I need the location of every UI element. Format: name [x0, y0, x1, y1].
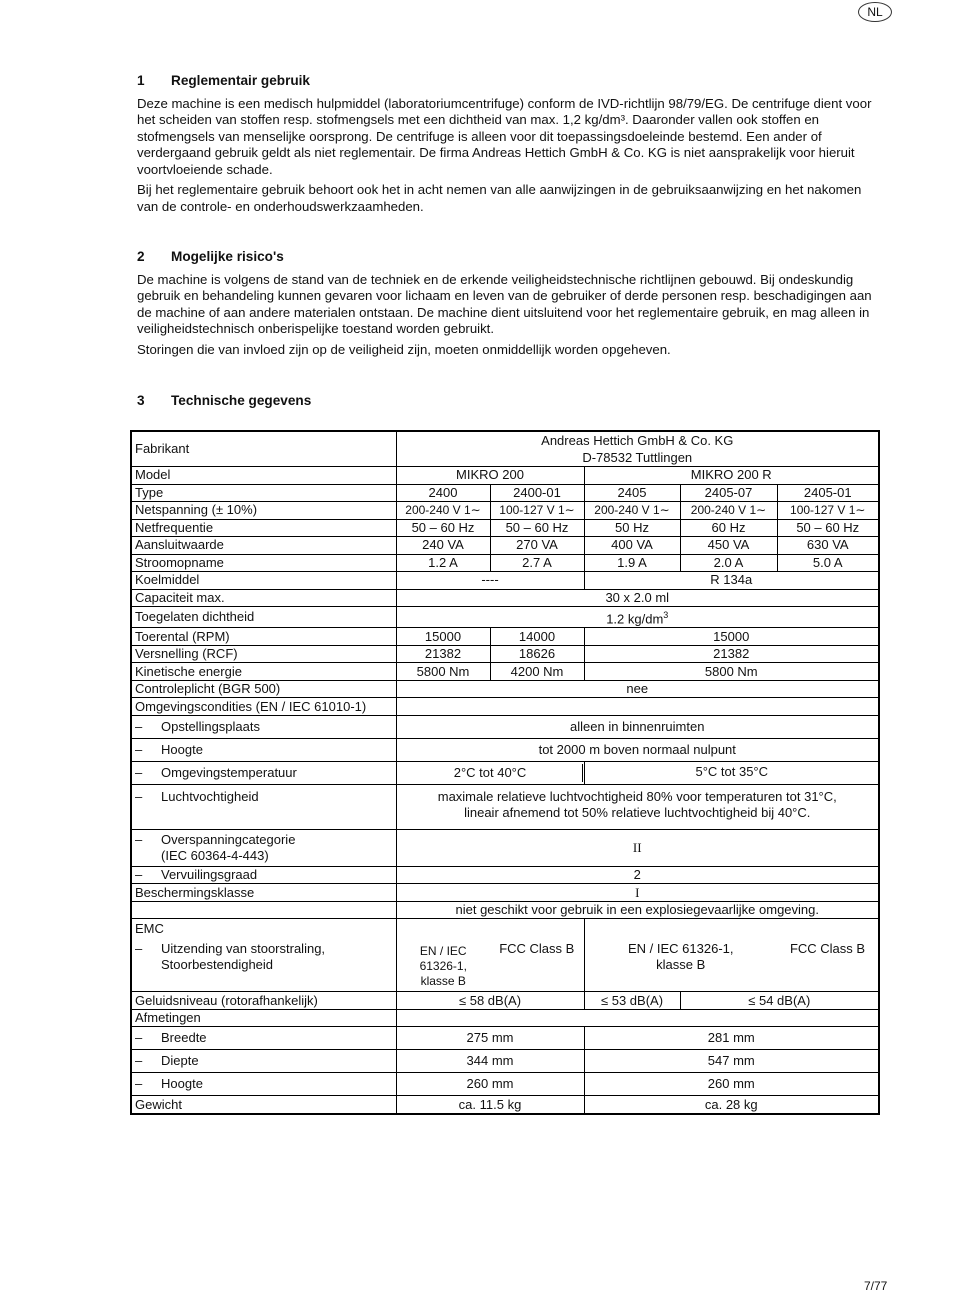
table-cell: 630 VA	[777, 537, 879, 555]
paragraph: Storingen die van invloed zijn op de veiligheid zijn, moeten onmiddellijk worden opgeheven.	[137, 341, 671, 357]
table-cell: ca. 11.5 kg	[396, 1096, 584, 1114]
table-cell: ≤ 58 dB(A)	[396, 992, 584, 1010]
table-cell: I	[396, 884, 879, 902]
sub-label: Diepte	[161, 1053, 199, 1069]
row-label	[131, 715, 396, 738]
emc-label: EMC	[135, 921, 164, 937]
sub-label: Luchtvochtigheid	[161, 788, 259, 804]
table-row	[131, 738, 879, 761]
table-row	[131, 663, 879, 681]
table-row	[131, 1073, 879, 1096]
table-row	[131, 1096, 879, 1114]
emc-standard: EN / IEC	[419, 944, 467, 959]
table-cell	[584, 919, 777, 992]
table-cell: 200-240 V 1∼	[396, 502, 490, 520]
table-cell: 200-240 V 1∼	[584, 502, 680, 520]
row-label: Netspanning (± 10%)	[131, 502, 396, 520]
table-cell: MIKRO 200 R	[584, 467, 879, 485]
table-row	[131, 715, 879, 738]
table-cell: ≤ 54 dB(A)	[680, 992, 879, 1010]
section-heading	[137, 393, 877, 410]
manufacturer-name: Andreas Hettich GmbH & Co. KG	[541, 433, 734, 448]
table-cell: 100-127 V 1∼	[777, 502, 879, 520]
table-cell: ≤ 53 dB(A)	[584, 992, 680, 1010]
section-mogelijke-risicos	[137, 249, 877, 362]
table-cell: 281 mm	[584, 1027, 879, 1050]
table-row	[131, 519, 879, 537]
table-cell: 270 VA	[490, 537, 584, 555]
row-label	[131, 901, 396, 919]
manufacturer-cell	[396, 431, 879, 467]
table-row	[131, 537, 879, 555]
table-row	[131, 628, 879, 646]
section-number: 2	[137, 249, 145, 264]
table-row	[131, 761, 879, 784]
row-label: Geluidsniveau (rotorafhankelijk)	[131, 992, 396, 1010]
table-cell: 450 VA	[680, 537, 777, 555]
emc-standard: 61326-1,	[419, 959, 467, 974]
table-cell: 2400-01	[490, 484, 584, 502]
table-cell: 14000	[490, 628, 584, 646]
table-cell: 1.9 A	[584, 554, 680, 572]
row-label	[131, 1050, 396, 1073]
table-row	[131, 866, 879, 884]
table-row	[131, 992, 879, 1010]
section-technische-gegevens	[137, 393, 877, 416]
table-cell: 21382	[396, 645, 490, 663]
table-cell	[396, 607, 879, 628]
row-label: Koelmiddel	[131, 572, 396, 590]
table-row	[131, 784, 879, 829]
bullet-dash: –	[135, 718, 143, 734]
bullet-dash: –	[135, 831, 143, 847]
row-label: Beschermingsklasse	[131, 884, 396, 902]
row-label: Controleplicht (BGR 500)	[131, 680, 396, 698]
section-number: 3	[137, 393, 145, 408]
sub-label: Hoogte	[161, 741, 203, 757]
column-separator	[582, 764, 583, 782]
bullet-dash: –	[135, 741, 143, 757]
table-cell: 2405-07	[680, 484, 777, 502]
row-label	[131, 738, 396, 761]
table-cell: nee	[396, 680, 879, 698]
row-label: Gewicht	[131, 1096, 396, 1114]
table-cell	[396, 698, 879, 716]
language-badge: NL	[858, 2, 892, 22]
row-label	[131, 866, 396, 884]
table-row	[131, 554, 879, 572]
table-cell: 30 x 2.0 ml	[396, 589, 879, 607]
table-cell: 344 mm	[396, 1050, 584, 1073]
bullet-dash: –	[135, 1076, 143, 1092]
table-cell: 240 VA	[396, 537, 490, 555]
sub-label: Breedte	[161, 1030, 207, 1046]
table-cell: 18626	[490, 645, 584, 663]
row-label: Afmetingen	[131, 1009, 396, 1027]
table-cell	[396, 784, 879, 829]
section-title: Technische gegevens	[171, 393, 312, 408]
table-cell: 275 mm	[396, 1027, 584, 1050]
table-row	[131, 484, 879, 502]
table-cell: 5800 Nm	[396, 663, 490, 681]
manufacturer-address: D-78532 Tuttlingen	[582, 450, 693, 465]
sub-label: (IEC 60364-4-443)	[161, 847, 269, 863]
table-cell: 50 – 60 Hz	[396, 519, 490, 537]
table-cell: 260 mm	[396, 1073, 584, 1096]
row-label	[131, 761, 396, 784]
table-row	[131, 431, 879, 467]
table-cell: 2	[396, 866, 879, 884]
table-cell: 50 – 60 Hz	[490, 519, 584, 537]
table-cell: R 134a	[584, 572, 879, 590]
table-cell	[396, 919, 490, 992]
emc-standard: EN / IEC 61326-1,	[628, 941, 734, 957]
row-label	[131, 784, 396, 829]
table-cell	[584, 761, 879, 784]
table-row	[131, 645, 879, 663]
table-cell: ----	[396, 572, 584, 590]
emc-standard: klasse B	[656, 957, 706, 973]
humidity-line: maximale relatieve luchtvochtigheid 80% voor temperaturen tot 31°C,	[437, 788, 837, 804]
row-label: Stroomopname	[131, 554, 396, 572]
bullet-dash: –	[135, 788, 143, 804]
sub-label: Stoorbestendigheid	[161, 957, 274, 973]
table-cell: 2405-01	[777, 484, 879, 502]
row-label: Fabrikant	[131, 431, 396, 467]
table-cell: 50 – 60 Hz	[777, 519, 879, 537]
table-row	[131, 901, 879, 919]
row-label	[131, 919, 396, 992]
section-heading	[137, 249, 877, 266]
sub-label: Uitzending van stoorstraling,	[161, 941, 326, 957]
table-cell: 50 Hz	[584, 519, 680, 537]
table-cell: FCC Class B	[777, 919, 879, 992]
table-cell: 21382	[584, 645, 879, 663]
table-row	[131, 1050, 879, 1073]
table-row	[131, 467, 879, 485]
table-row	[131, 502, 879, 520]
row-label	[131, 1073, 396, 1096]
density-value: 1.2 kg/dm	[606, 611, 664, 627]
emc-standard: klasse B	[420, 974, 466, 989]
table-cell: 400 VA	[584, 537, 680, 555]
row-label: Toegelaten dichtheid	[131, 607, 396, 628]
table-row	[131, 698, 879, 716]
humidity-line: lineair afnemend tot 50% relatieve luchtvochtigheid bij 40°C.	[464, 804, 811, 820]
table-cell: 5800 Nm	[584, 663, 879, 681]
row-label	[131, 829, 396, 866]
density-exponent: 3	[663, 610, 669, 620]
row-label: Type	[131, 484, 396, 502]
bullet-dash: –	[135, 1030, 143, 1046]
row-label: Capaciteit max.	[131, 589, 396, 607]
row-label: Netfrequentie	[131, 519, 396, 537]
table-row	[131, 572, 879, 590]
table-cell: 547 mm	[584, 1050, 879, 1073]
sub-label: Opstellingsplaats	[161, 718, 260, 734]
row-label: Omgevingscondities (EN / IEC 61010-1)	[131, 698, 396, 716]
table-cell: 4200 Nm	[490, 663, 584, 681]
table-row	[131, 607, 879, 628]
section-reglementair-gebruik	[137, 73, 877, 219]
table-cell: 15000	[396, 628, 490, 646]
bullet-dash: –	[135, 764, 143, 780]
section-number: 1	[137, 73, 145, 88]
sub-label: Vervuilingsgraad	[161, 867, 258, 883]
table-cell: 100-127 V 1∼	[490, 502, 584, 520]
paragraph: Bij het reglementaire gebruik behoort ook het in acht nemen van alle aanwijzingen in de gebruiksaanwijzing en het nakomen van de controle- en onderhoudswerkzaamheden.	[137, 182, 862, 214]
table-row	[131, 829, 879, 866]
table-row	[131, 589, 879, 607]
table-cell: ca. 28 kg	[584, 1096, 879, 1114]
table-cell: alleen in binnenruimten	[396, 715, 879, 738]
table-cell: 2405	[584, 484, 680, 502]
row-label: Aansluitwaarde	[131, 537, 396, 555]
bullet-dash: –	[135, 867, 143, 883]
row-label: Toerental (RPM)	[131, 628, 396, 646]
table-cell: 60 Hz	[680, 519, 777, 537]
table-cell: 15000	[584, 628, 879, 646]
page-number: 7/77	[864, 1279, 888, 1293]
paragraph: Deze machine is een medisch hulpmiddel (laboratoriumcentrifuge) conform de IVD-richtlijn 98/79/EG. De centrifuge dient voor het scheiden van stoffen resp. stofmengsels met een dichtheid van max. 1,2 kg/dm³. Daaronder vallen ook stoffen en stofmengsels van menselijke oorsprong. De centrifuge is alleen voor dit toepassingsdoeleinde bestemd. Een ander of verdergaand gebruik geldt als niet reglementair. De firma Andreas Hettich GmbH & Co. KG is niet aansprakelijk voor hieruit voortvloeiende schade.	[137, 95, 872, 177]
bullet-dash: –	[135, 1053, 143, 1069]
sub-label: Hoogte	[161, 1076, 203, 1092]
section-title: Mogelijke risico's	[171, 249, 284, 264]
table-cell: 2400	[396, 484, 490, 502]
table-row	[131, 884, 879, 902]
table-cell: 5.0 A	[777, 554, 879, 572]
sub-label: Overspanningcategorie	[161, 831, 296, 847]
temperature-range: 5°C tot 35°C	[695, 763, 769, 779]
table-cell: 2.0 A	[680, 554, 777, 572]
table-row	[131, 919, 879, 992]
table-cell: 2°C tot 40°C	[396, 761, 584, 784]
spec-table	[130, 430, 880, 1115]
table-cell: MIKRO 200	[396, 467, 584, 485]
paragraph: De machine is volgens de stand van de techniek en de erkende veiligheidstechnische richtlijnen gebouwd. Bij ondeskundig gebruik en behandeling kunnen gevaren voor lichaam en leven van de gebruiker of derde personen resp. beschadigingen aan de machine of aan andere materialen ontstaan. De machine dient uitsluitend voor het reglementaire gebruik, en mag alleen in veiligheidstechnisch onberispelijke toestand worden gebruikt.	[137, 271, 872, 336]
table-cell: 200-240 V 1∼	[680, 502, 777, 520]
table-row	[131, 680, 879, 698]
table-cell: tot 2000 m boven normaal nulpunt	[396, 738, 879, 761]
table-cell: 1.2 A	[396, 554, 490, 572]
sub-label: Omgevingstemperatuur	[161, 764, 297, 780]
bullet-dash: –	[135, 941, 143, 957]
table-cell: 260 mm	[584, 1073, 879, 1096]
row-label: Versnelling (RCF)	[131, 645, 396, 663]
row-label: Kinetische energie	[131, 663, 396, 681]
section-heading	[137, 73, 877, 90]
row-label	[131, 1027, 396, 1050]
table-cell: niet geschikt voor gebruik in een explosiegevaarlijke omgeving.	[396, 901, 879, 919]
table-cell: 2.7 A	[490, 554, 584, 572]
table-row	[131, 1009, 879, 1027]
table-row	[131, 1027, 879, 1050]
row-label: Model	[131, 467, 396, 485]
section-title: Reglementair gebruik	[171, 73, 310, 88]
table-cell	[396, 1009, 879, 1027]
table-cell: FCC Class B	[490, 919, 584, 992]
table-cell: II	[396, 829, 879, 866]
